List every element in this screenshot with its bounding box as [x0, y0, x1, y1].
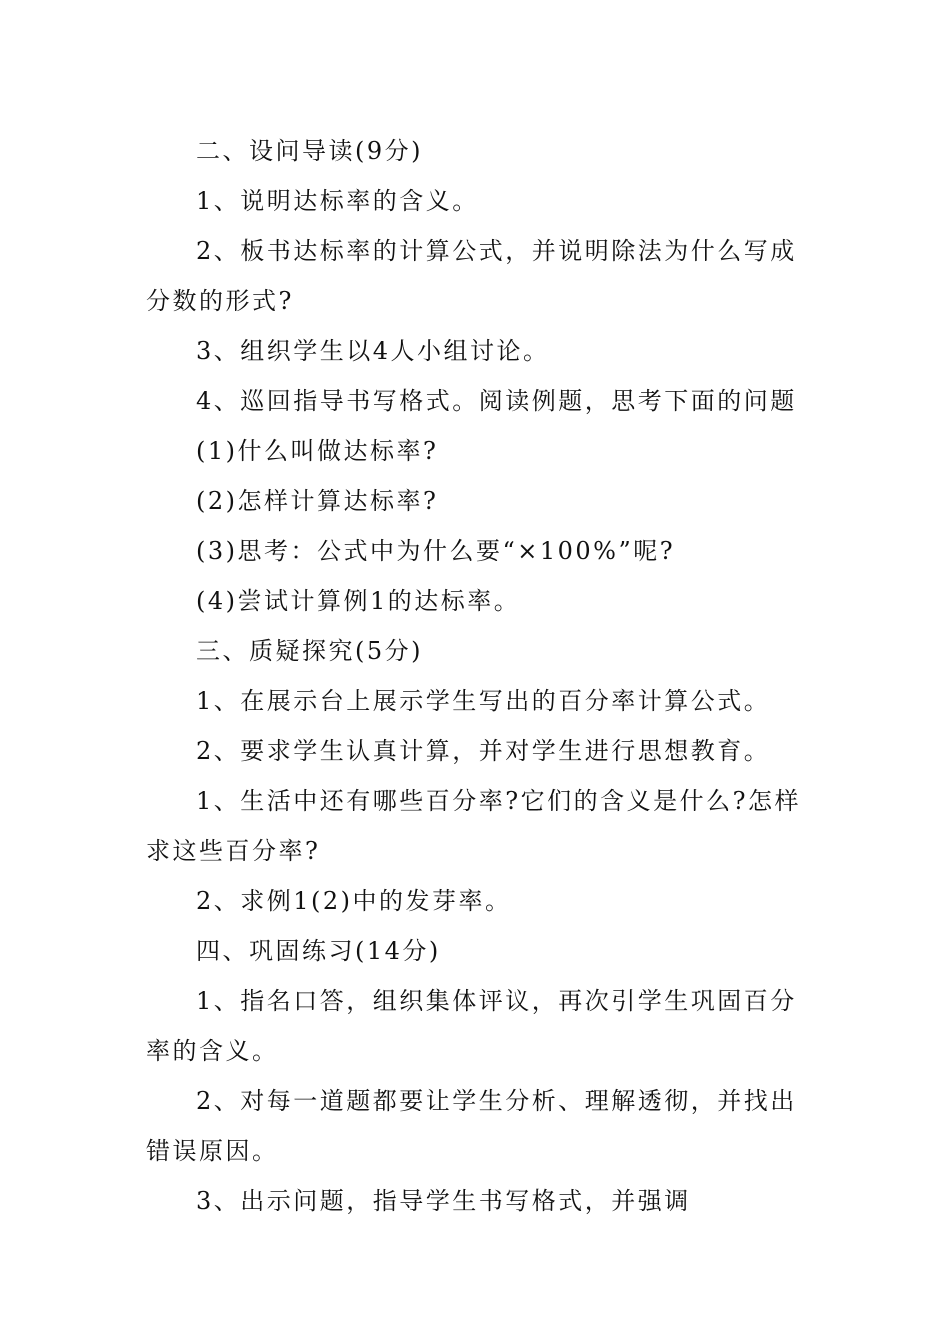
paragraph: 4、巡回指导书写格式。阅读例题，思考下面的问题	[196, 387, 797, 415]
paragraph: 3、组织学生以4人小组讨论。	[196, 337, 550, 365]
paragraph: 1、在展示台上展示学生写出的百分率计算公式。	[196, 687, 771, 715]
question-item: (4)尝试计算例1的达标率。	[196, 587, 521, 615]
paragraph: 3、出示问题，指导学生书写格式，并强调	[196, 1187, 691, 1215]
paragraph: 1、说明达标率的含义。	[196, 187, 479, 215]
paragraph: 1、指名口答，组织集体评议，再次引学生巩固百分率的含义。	[146, 987, 797, 1065]
paragraph: 2、求例1(2)中的发芽率。	[196, 887, 512, 915]
section-heading-4: 四、巩固练习(14分)	[196, 937, 441, 965]
question-item: (3)思考：公式中为什么要“×100%”呢?	[196, 537, 676, 565]
paragraph: 2、要求学生认真计算，并对学生进行思想教育。	[196, 737, 771, 765]
question-item: (1)什么叫做达标率?	[196, 437, 439, 465]
question-item: (2)怎样计算达标率?	[196, 487, 439, 515]
document-body	[146, 126, 812, 1226]
paragraph: 2、板书达标率的计算公式，并说明除法为什么写成分数的形式?	[146, 237, 797, 315]
paragraph: 1、生活中还有哪些百分率?它们的含义是什么?怎样求这些百分率?	[146, 787, 802, 865]
section-heading-2: 二、设问导读(9分)	[196, 137, 423, 165]
paragraph: 2、对每一道题都要让学生分析、理解透彻，并找出错误原因。	[146, 1087, 797, 1165]
section-heading-3: 三、质疑探究(5分)	[196, 637, 423, 665]
